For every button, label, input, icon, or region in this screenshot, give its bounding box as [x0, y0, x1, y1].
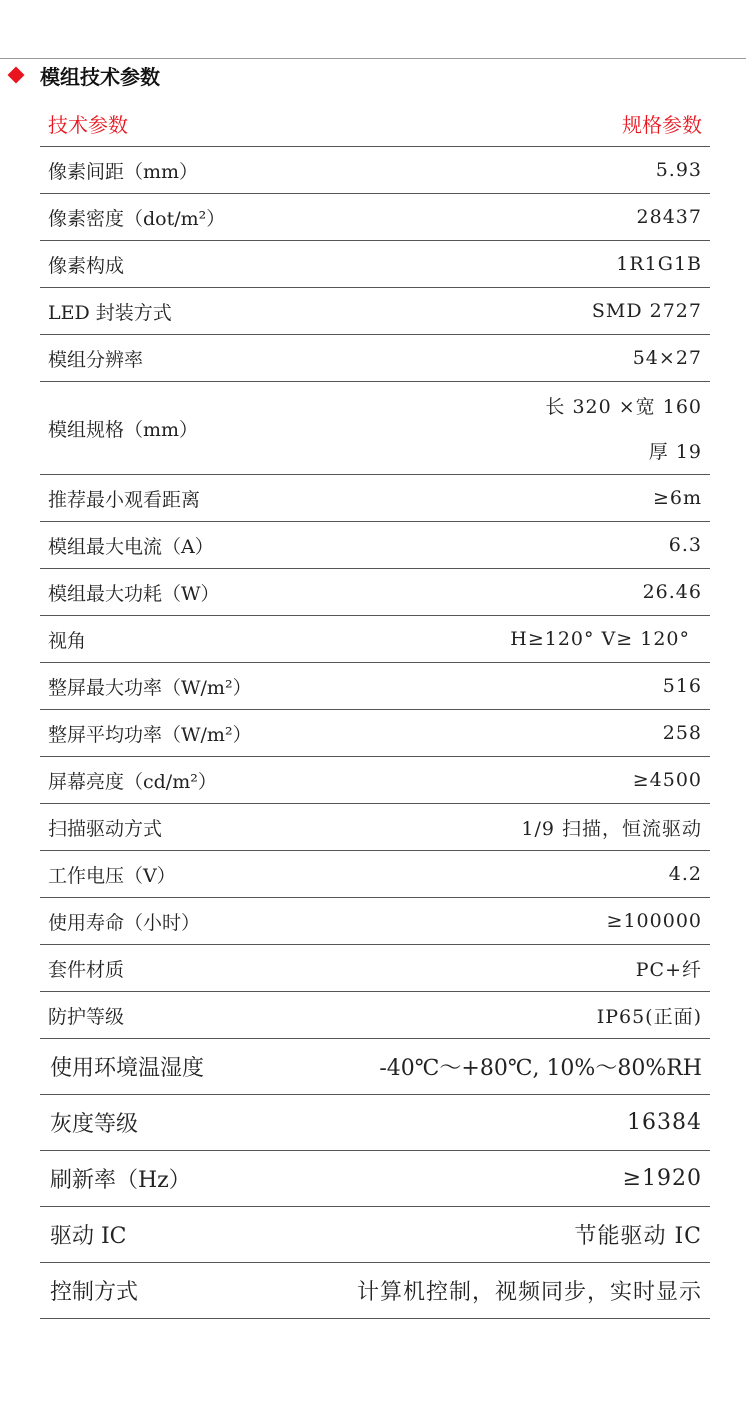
row-label: 视角: [48, 629, 87, 652]
row-value: IP65(正面): [596, 1005, 702, 1028]
row-value: 计算机控制，视频同步，实时显示: [356, 1280, 702, 1305]
header-param-label: 技术参数: [48, 112, 128, 137]
diamond-bullet-icon: [8, 67, 25, 84]
table-row: [40, 1207, 710, 1263]
section-header: [6, 61, 160, 89]
row-value: 1/9 扫描，恒流驱动: [521, 817, 702, 840]
table-row: [40, 992, 710, 1039]
row-value: 5.93: [655, 159, 702, 181]
table-row: [40, 710, 710, 757]
row-value: [545, 392, 702, 464]
row-label: 推荐最小观看距离: [48, 488, 201, 511]
row-label: 灰度等级: [50, 1112, 139, 1137]
table-row: [40, 382, 710, 475]
table-row: [40, 288, 710, 335]
row-value: 28437: [636, 206, 702, 228]
table-row: [40, 851, 710, 898]
row-label: 像素间距（mm）: [48, 160, 199, 183]
table-row: [40, 475, 710, 522]
row-label: 扫描驱动方式: [48, 817, 163, 840]
table-row: [40, 241, 710, 288]
table-row: [40, 335, 710, 382]
table-row: [40, 522, 710, 569]
row-value: SMD 2727: [591, 300, 702, 322]
row-value: PC+纤: [635, 958, 702, 981]
row-label: 模组分辨率: [48, 348, 144, 371]
table-row: [40, 1151, 710, 1207]
row-value: ≥6m: [652, 487, 702, 509]
row-label: 像素构成: [48, 254, 125, 277]
row-label: 模组规格（mm）: [48, 418, 199, 441]
top-divider: [0, 58, 746, 59]
row-label: 防护等级: [48, 1005, 125, 1028]
row-value: 54×27: [632, 347, 702, 369]
row-label: 模组最大电流（A）: [48, 535, 214, 558]
header-spec-label: 规格参数: [622, 112, 702, 137]
row-label: 整屏最大功率（W/m²）: [48, 676, 252, 699]
row-label: 工作电压（V）: [48, 864, 176, 887]
table-row: [40, 945, 710, 992]
row-value: 516: [662, 675, 702, 697]
table-row: [40, 663, 710, 710]
table-row: [40, 1039, 710, 1095]
row-label: 控制方式: [50, 1280, 139, 1305]
row-value: 4.2: [668, 863, 702, 885]
row-label: 屏幕亮度（cd/m²）: [48, 770, 217, 793]
row-value: 1R1G1B: [616, 253, 702, 275]
row-label: 驱动 IC: [50, 1224, 127, 1249]
row-label: 套件材质: [48, 958, 125, 981]
table-row: [40, 616, 710, 663]
table-row: [40, 147, 710, 194]
table-row: [40, 1263, 710, 1319]
row-value: 16384: [627, 1110, 702, 1135]
row-label: 刷新率（Hz）: [50, 1168, 191, 1193]
row-label: 使用环境温湿度: [50, 1056, 205, 1081]
row-value: ≥4500: [632, 769, 702, 791]
row-label: 使用寿命（小时）: [48, 911, 201, 934]
table-row: [40, 194, 710, 241]
section-title: 模组技术参数: [40, 64, 160, 89]
row-value: 26.46: [642, 581, 702, 603]
table-row: [40, 1095, 710, 1151]
table-row: [40, 569, 710, 616]
row-label: 像素密度（dot/m²）: [48, 207, 226, 230]
row-label: 模组最大功耗（W）: [48, 582, 220, 605]
row-value: 258: [662, 722, 702, 744]
spec-table: [40, 100, 710, 1319]
table-row: [40, 898, 710, 945]
row-value: ≥100000: [606, 910, 702, 932]
row-label: LED 封装方式: [48, 301, 172, 324]
row-value: -40℃～+80℃, 10%～80%RH: [379, 1056, 702, 1081]
row-value: 节能驱动 IC: [574, 1224, 702, 1249]
row-value: ≥1920: [622, 1166, 702, 1191]
row-value-line2: 厚 19: [648, 441, 702, 463]
row-label: 整屏平均功率（W/m²）: [48, 723, 252, 746]
row-value: H≥120° V≥ 120°: [510, 628, 690, 650]
row-value-line1: 长 320 ×宽 160: [545, 396, 702, 418]
table-header: [40, 100, 710, 147]
table-row: [40, 804, 710, 851]
row-value: 6.3: [668, 534, 702, 556]
table-row: [40, 757, 710, 804]
